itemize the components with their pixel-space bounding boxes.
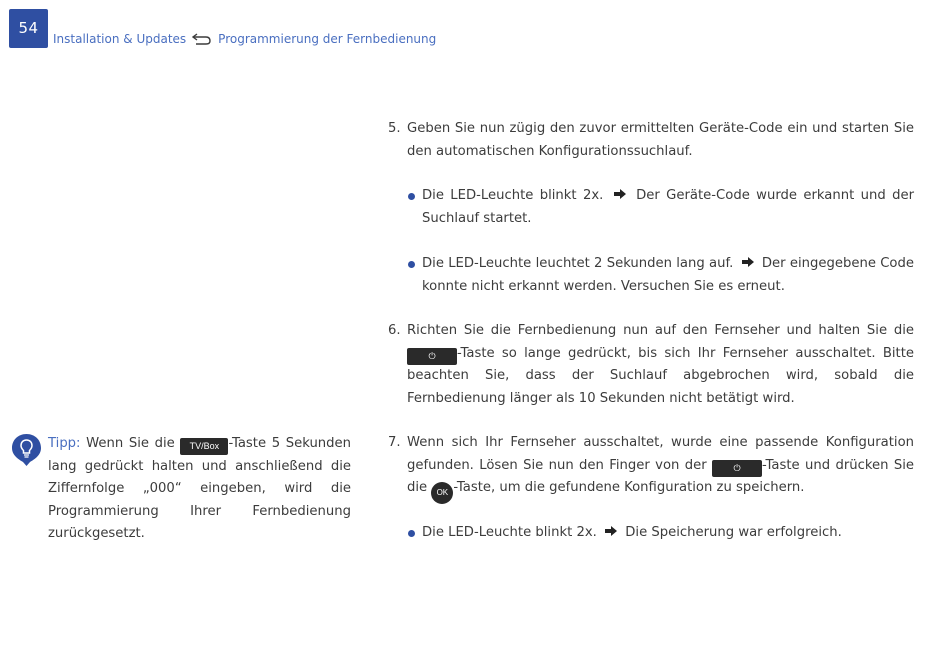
tip-label: Tipp: xyxy=(48,436,81,451)
step-text-continued: -Taste so lange gedrückt, bis sich Ihr Fernseher ausschaltet. Bitte beachten Sie, dass der Suchlauf abgebrochen wird, sobald die Fernbedienung länger als 10 Sekunden nicht betätigt wird. xyxy=(407,345,914,406)
tip-text: Wenn Sie die xyxy=(86,436,175,451)
step-number: 7. xyxy=(388,435,401,450)
tip-box xyxy=(48,433,351,546)
arrow-right-icon xyxy=(605,526,617,536)
bullet-item xyxy=(407,185,914,230)
tip-text-continued: -Taste 5 Sekunden lang gedrückt halten und anschließend die Ziffernfolge „000“ eingeben, wird die Programmierung Ihrer Fernbedienung zurückgesetzt. xyxy=(48,436,352,541)
breadcrumb xyxy=(53,32,436,46)
step-number: 5. xyxy=(388,121,401,136)
ok-key-icon: OK xyxy=(431,482,453,504)
arrow-right-icon xyxy=(742,257,754,267)
bullet-text: Die LED-Leuchte blinkt 2x. xyxy=(422,525,597,540)
lightbulb-icon xyxy=(11,433,42,467)
bullet-result: Der Geräte-Code wurde erkannt und der Suchlauf startet. xyxy=(422,188,914,226)
bullet-item xyxy=(407,253,914,298)
step-7 xyxy=(388,432,914,504)
step-5 xyxy=(388,118,914,163)
page-number: 54 xyxy=(9,9,48,48)
bullet-text: Die LED-Leuchte leuchtet 2 Sekunden lang auf. xyxy=(422,256,734,271)
bullet-result: Die Speicherung war erfolgreich. xyxy=(625,525,842,540)
step-text: Wenn sich Ihr Fernseher ausschaltet, wurde eine passende Konfiguration gefunden. Lösen Sie nun den Finger von der xyxy=(407,435,914,473)
step-text-continued: -Taste und drücken Sie die xyxy=(407,457,914,495)
bullet-item xyxy=(407,522,914,545)
bullet-result: Der eingegebene Code konnte nicht erkannt werden. Versuchen Sie es erneut. xyxy=(422,256,914,294)
power-key-icon: ⏻ xyxy=(407,348,457,365)
power-key-icon: ⏻ xyxy=(712,460,762,477)
breadcrumb-section[interactable]: Installation & Updates xyxy=(53,32,187,46)
arrow-right-icon xyxy=(614,189,626,199)
step-text-end: -Taste, um die gefundene Konfiguration zu speichern. xyxy=(453,480,805,495)
bullet-dot xyxy=(408,530,415,537)
step-text: Geben Sie nun zügig den zuvor ermittelten Geräte-Code ein und starten Sie den automatischen Konfigurationssuchlauf. xyxy=(407,121,914,159)
step-number: 6. xyxy=(388,323,401,338)
breadcrumb-page[interactable]: Programmierung der Fernbedienung xyxy=(218,32,437,46)
tvbox-key-icon: TV/Box xyxy=(180,438,228,455)
return-arrow-icon[interactable] xyxy=(192,32,212,46)
bullet-dot xyxy=(408,261,415,268)
bullet-text: Die LED-Leuchte blinkt 2x. xyxy=(422,188,604,203)
step-6 xyxy=(388,320,914,410)
step-text: Richten Sie die Fernbedienung nun auf den Fernseher und halten Sie die xyxy=(407,323,914,338)
bullet-dot xyxy=(408,193,415,200)
